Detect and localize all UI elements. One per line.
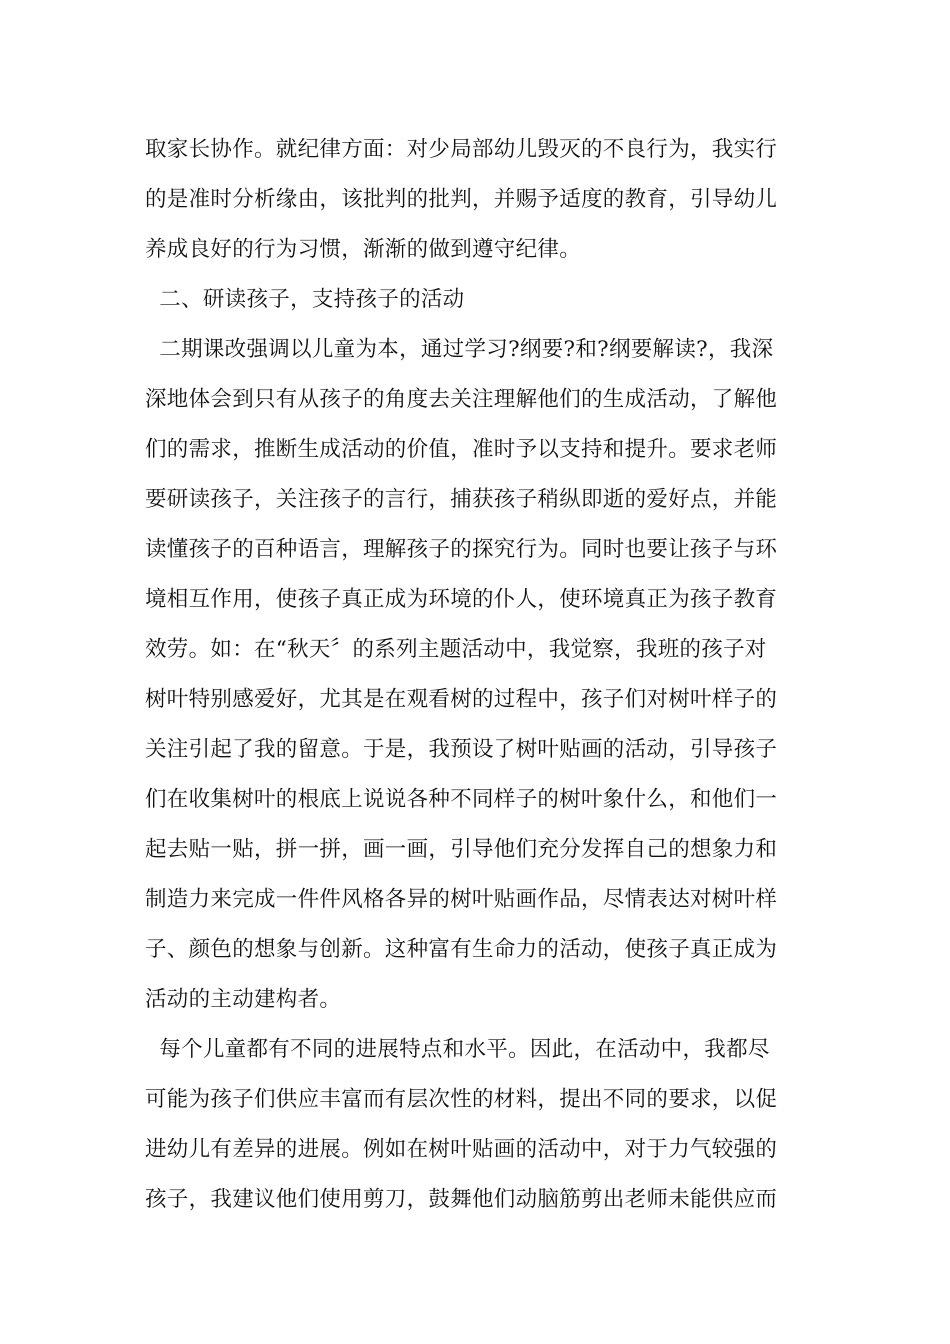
text-line: 读懂孩子的百种语言，理解孩子的探究行为。同时也要让孩子与环	[145, 537, 778, 562]
text-line: 起去贴一贴，拼一拼，画一画，引导他们充分发挥自己的想象力和	[145, 837, 778, 862]
text-line: 可能为孩子们供应丰富而有层次性的材料，提出不同的要求，以促	[145, 1087, 778, 1112]
text-line: 们在收集树叶的根底上说说各种不同样子的树叶象什么，和他们一	[145, 787, 778, 812]
section-heading: 二、研读孩子，支持孩子的活动	[145, 287, 465, 312]
text-line: 的是准时分析缘由，该批判的批判，并赐予适度的教育，引导幼儿	[145, 187, 778, 212]
text-line: 制造力来完成一件件风格各异的树叶贴画作品，尽情表达对树叶样	[145, 887, 778, 912]
text-line: 境相互作用，使孩子真正成为环境的仆人，使环境真正为孩子教育	[145, 587, 778, 612]
text-line: 取家长协作。就纪律方面：对少局部幼儿毁灭的不良行为，我实行	[145, 137, 778, 162]
text-line: 深地体会到只有从孩子的角度去关注理解他们的生成活动，了解他	[145, 387, 778, 412]
text-line: 关注引起了我的留意。于是，我预设了树叶贴画的活动，引导孩子	[145, 737, 778, 762]
text-line: 效劳。如：在“秋天〞的系列主题活动中，我觉察，我班的孩子对	[145, 637, 767, 662]
text-line: 树叶特别感爱好，尤其是在观看树的过程中，孩子们对树叶样子的	[145, 687, 778, 712]
text-line: 每个儿童都有不同的进展特点和水平。因此，在活动中，我都尽	[145, 1037, 770, 1062]
text-line: 二期课改强调以儿童为本，通过学习?纲要?和?纲要解读?，我深	[145, 337, 774, 362]
text-line: 子、颜色的想象与创新。这种富有生命力的活动，使孩子真正成为	[145, 937, 778, 962]
text-line: 进幼儿有差异的进展。例如在树叶贴画的活动中，对于力气较强的	[145, 1137, 778, 1162]
text-line: 活动的主动建构者。	[145, 987, 342, 1012]
text-line: 养成良好的行为习惯，渐渐的做到遵守纪律。	[145, 237, 582, 262]
text-line: 孩子，我建议他们使用剪刀，鼓舞他们动脑筋剪出老师未能供应而	[145, 1187, 778, 1212]
text-line: 们的需求，推断生成活动的价值，准时予以支持和提升。要求老师	[145, 437, 778, 462]
text-line: 要研读孩子，关注孩子的言行，捕获孩子稍纵即逝的爱好点，并能	[145, 487, 778, 512]
